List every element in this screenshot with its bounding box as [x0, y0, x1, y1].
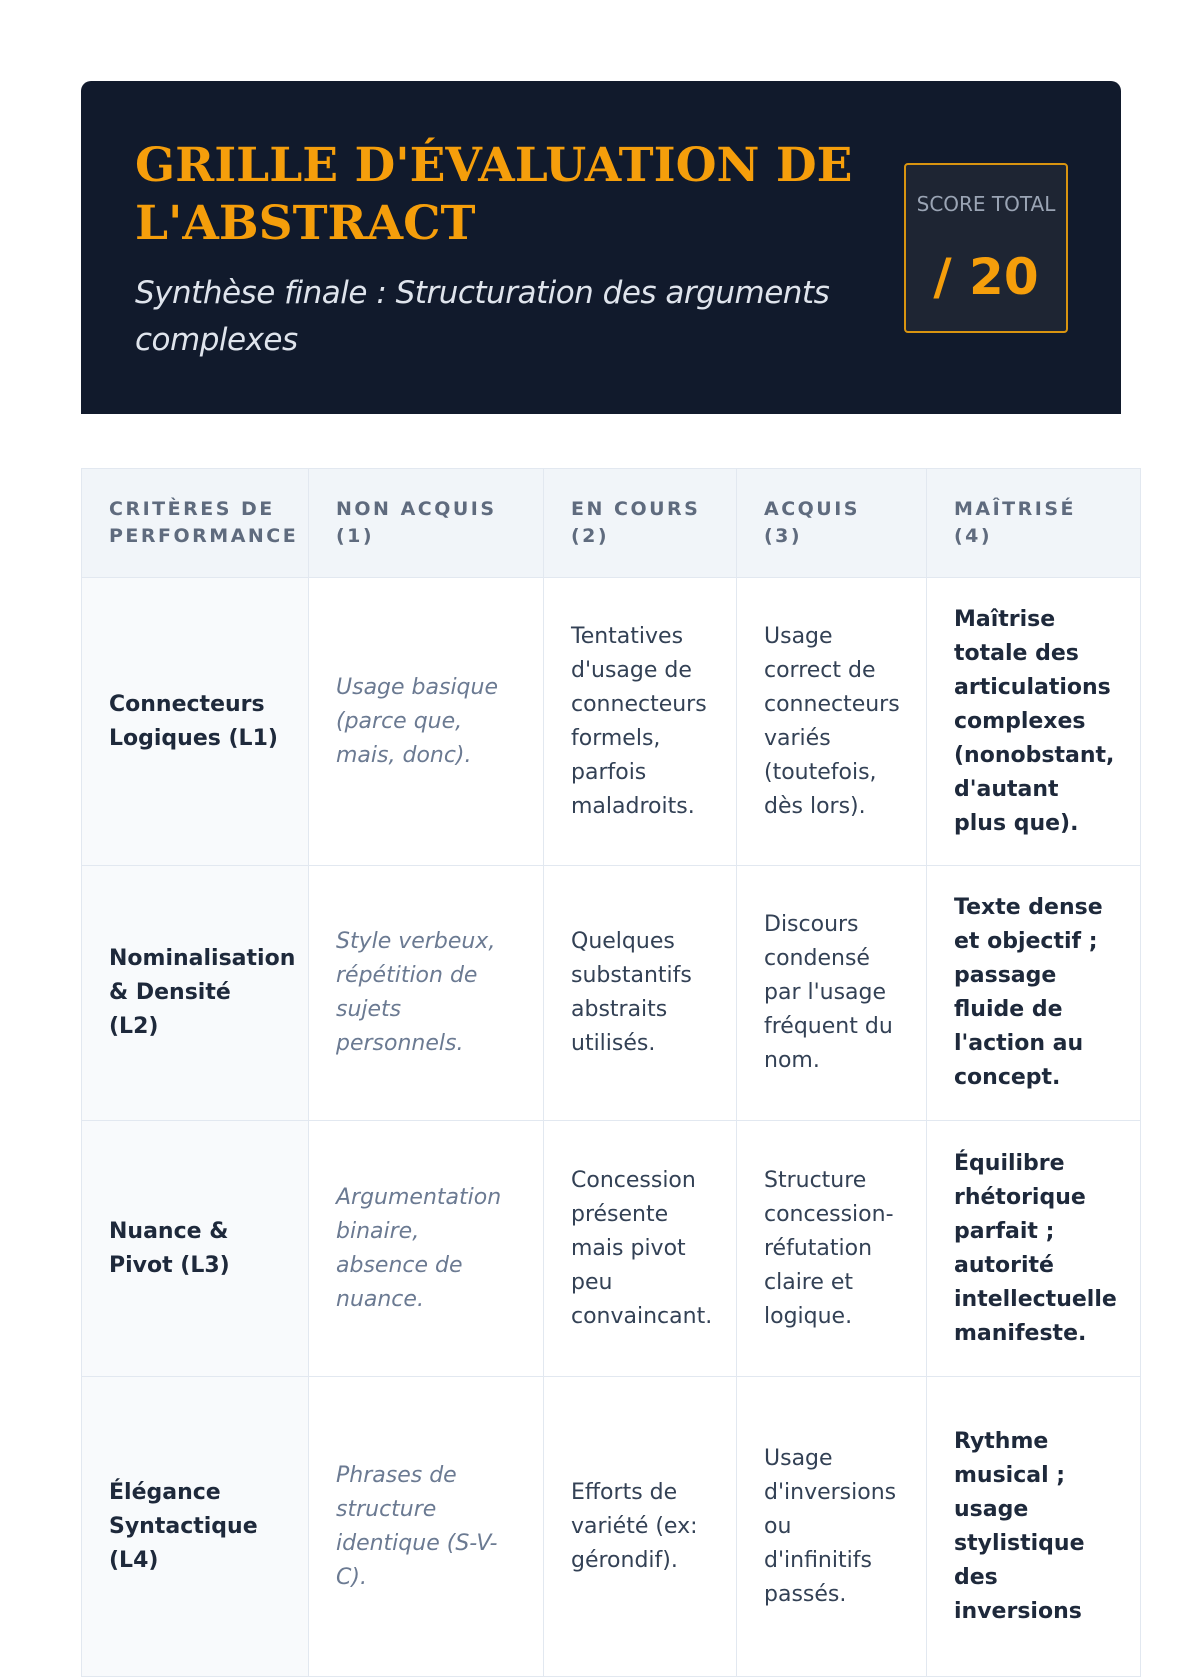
column-header-acquis: ACQUIS (3) — [737, 469, 927, 578]
rubric-table — [81, 468, 1141, 1677]
score-total-label: SCORE TOTAL — [916, 192, 1056, 216]
level-maitrise-cell: Rythme musical ; usage stylistique des inversions — [927, 1377, 1141, 1677]
table-row — [82, 1121, 1141, 1377]
score-total-value: / 20 — [933, 248, 1039, 306]
level-non-acquis-cell: Style verbeux, répétition de sujets personnels. — [309, 866, 544, 1121]
criterion-cell: Nominalisation & Densité (L2) — [82, 866, 309, 1121]
level-maitrise-cell: Texte dense et objectif ; passage fluide de l'action au concept. — [927, 866, 1141, 1121]
score-total-box — [904, 163, 1068, 333]
rubric-header — [81, 81, 1121, 414]
criterion-cell: Connecteurs Logiques (L1) — [82, 578, 309, 866]
level-maitrise-cell: Équilibre rhétorique parfait ; autorité intellectuelle manifeste. — [927, 1121, 1141, 1377]
page-subtitle: Synthèse finale : Structuration des arguments complexes — [135, 275, 830, 358]
level-non-acquis-cell: Usage basique (parce que, mais, donc). — [309, 578, 544, 866]
column-header-criteria: CRITÈRES DE PERFORMANCE — [82, 469, 309, 578]
level-acquis-cell: Usage correct de connecteurs variés (toutefois, dès lors). — [737, 578, 927, 866]
column-header-en-cours: EN COURS (2) — [544, 469, 737, 578]
level-acquis-cell: Discours condensé par l'usage fréquent du nom. — [737, 866, 927, 1121]
level-maitrise-cell: Maîtrise totale des articulations complexes (nonobstant, d'autant plus que). — [927, 578, 1141, 866]
table-row — [82, 578, 1141, 866]
criterion-cell: Nuance & Pivot (L3) — [82, 1121, 309, 1377]
level-en-cours-cell: Efforts de variété (ex: gérondif). — [544, 1377, 737, 1677]
level-acquis-cell: Structure concession-réfutation claire et logique. — [737, 1121, 927, 1377]
level-non-acquis-cell: Argumentation binaire, absence de nuance. — [309, 1121, 544, 1377]
table-row — [82, 866, 1141, 1121]
level-en-cours-cell: Concession présente mais pivot peu convaincant. — [544, 1121, 737, 1377]
level-en-cours-cell: Tentatives d'usage de connecteurs formels, parfois maladroits. — [544, 578, 737, 866]
table-header-row — [82, 469, 1141, 578]
criterion-cell: Élégance Syntactique (L4) — [82, 1377, 309, 1677]
level-en-cours-cell: Quelques substantifs abstraits utilisés. — [544, 866, 737, 1121]
level-acquis-cell: Usage d'inversions ou d'infinitifs passés. — [737, 1377, 927, 1677]
level-non-acquis-cell: Phrases de structure identique (S-V-C). — [309, 1377, 544, 1677]
table-row — [82, 1377, 1141, 1677]
page-title: GRILLE D'ÉVALUATION DE L'ABSTRACT — [135, 138, 853, 251]
column-header-non-acquis: NON ACQUIS (1) — [309, 469, 544, 578]
column-header-maitrise: MAÎTRISÉ (4) — [927, 469, 1141, 578]
